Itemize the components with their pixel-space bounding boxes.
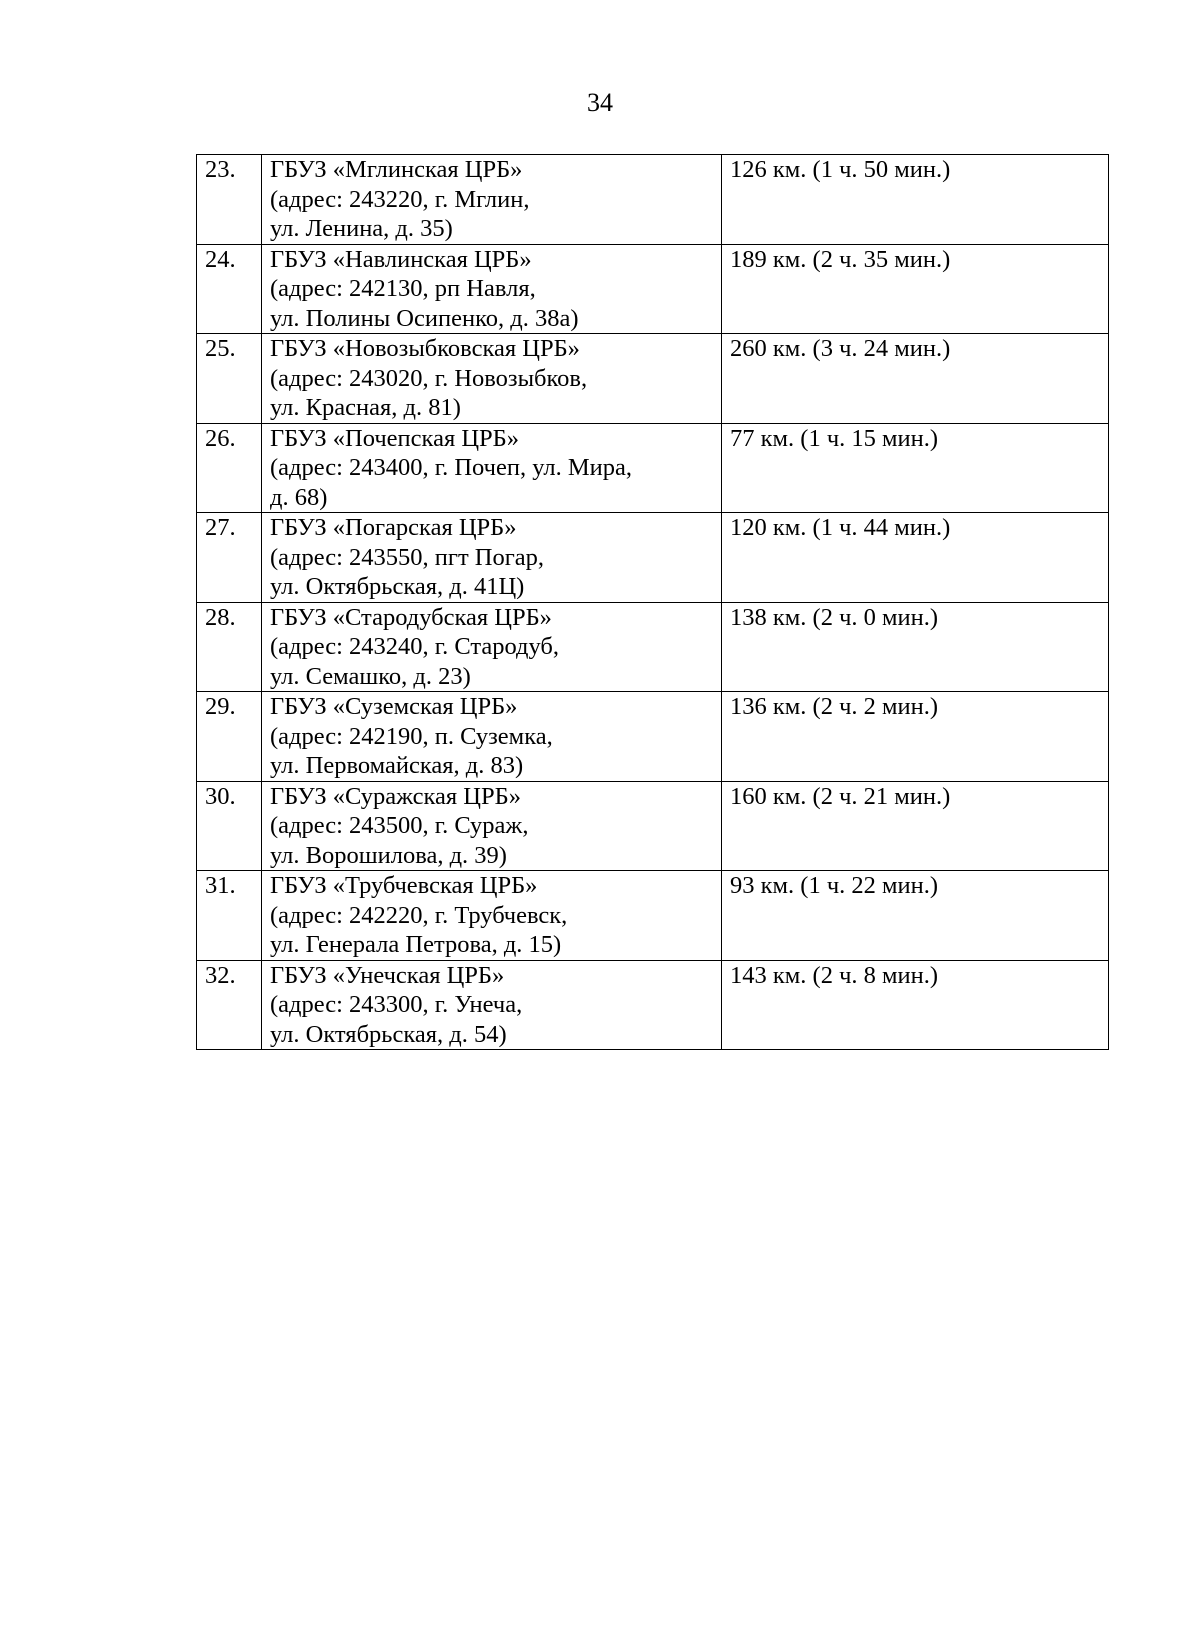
facility-address-line-1: (адрес: 242130, рп Навля, xyxy=(270,275,536,302)
facility-address-line-1: (адрес: 242220, г. Трубчевск, xyxy=(270,901,568,929)
table-row xyxy=(197,871,1109,961)
row-number: 32. xyxy=(197,960,262,1050)
row-number: 31. xyxy=(197,871,262,961)
distance-cell: 93 км. (1 ч. 22 мин.) xyxy=(722,871,1109,961)
distance-cell: 120 км. (1 ч. 44 мин.) xyxy=(722,513,1109,603)
facility-address-line-1: (адрес: 243020, г. Новозыбков, xyxy=(270,364,588,392)
table-row xyxy=(197,334,1109,424)
facility-name: ГБУЗ «Трубчевская ЦРБ» xyxy=(270,872,538,899)
facility-name: ГБУЗ «Стародубская ЦРБ» xyxy=(270,603,552,631)
table-row xyxy=(197,155,1109,245)
table-row xyxy=(197,244,1109,334)
distance-cell: 136 км. (2 ч. 2 мин.) xyxy=(722,692,1109,782)
facility-address-line-1: (адрес: 242190, п. Суземка, xyxy=(270,722,553,750)
row-number: 27. xyxy=(197,513,262,603)
table-body xyxy=(197,155,1109,1050)
facility-name: ГБУЗ «Новозыбковская ЦРБ» xyxy=(270,335,580,362)
facility-name: ГБУЗ «Погарская ЦРБ» xyxy=(270,514,517,541)
facility-name: ГБУЗ «Унечская ЦРБ» xyxy=(270,961,505,989)
facility-address-line-2: ул. Октябрьская, д. 54) xyxy=(270,1020,507,1048)
page-number: 34 xyxy=(587,88,613,117)
facility-cell xyxy=(262,513,722,603)
facility-address-line-1: (адрес: 243240, г. Стародуб, xyxy=(270,633,559,660)
distance-cell: 77 км. (1 ч. 15 мин.) xyxy=(722,423,1109,513)
facility-name: ГБУЗ «Навлинская ЦРБ» xyxy=(270,245,532,273)
row-number: 30. xyxy=(197,781,262,871)
facility-cell xyxy=(262,602,722,692)
facility-name: ГБУЗ «Почепская ЦРБ» xyxy=(270,424,519,452)
facility-cell xyxy=(262,244,722,334)
row-number: 28. xyxy=(197,602,262,692)
facility-table xyxy=(196,154,1109,1050)
facility-address-line-2: ул. Первомайская, д. 83) xyxy=(270,752,524,779)
facility-cell xyxy=(262,781,722,871)
facility-address-line-2: ул. Ворошилова, д. 39) xyxy=(270,841,507,869)
table-row xyxy=(197,960,1109,1050)
facility-address-line-2: ул. Семашко, д. 23) xyxy=(270,662,471,690)
row-number: 25. xyxy=(197,334,262,424)
table-row xyxy=(197,602,1109,692)
facility-address-line-2: ул. Ленина, д. 35) xyxy=(270,215,453,242)
table-row xyxy=(197,513,1109,603)
facility-address-line-2: ул. Полины Осипенко, д. 38а) xyxy=(270,304,579,332)
facility-address-line-2: ул. Генерала Петрова, д. 15) xyxy=(270,931,562,958)
distance-cell: 160 км. (2 ч. 21 мин.) xyxy=(722,781,1109,871)
facility-cell xyxy=(262,334,722,424)
facility-name: ГБУЗ «Мглинская ЦРБ» xyxy=(270,156,523,183)
facility-address-line-1: (адрес: 243500, г. Сураж, xyxy=(270,812,529,839)
facility-address-line-2: ул. Октябрьская, д. 41Ц) xyxy=(270,573,525,600)
table-row xyxy=(197,423,1109,513)
row-number: 24. xyxy=(197,244,262,334)
row-number: 29. xyxy=(197,692,262,782)
distance-cell: 260 км. (3 ч. 24 мин.) xyxy=(722,334,1109,424)
facility-cell xyxy=(262,155,722,245)
facility-cell xyxy=(262,960,722,1050)
distance-cell: 126 км. (1 ч. 50 мин.) xyxy=(722,155,1109,245)
row-number: 26. xyxy=(197,423,262,513)
facility-name: ГБУЗ «Суземская ЦРБ» xyxy=(270,693,518,720)
row-number: 23. xyxy=(197,155,262,245)
distance-cell: 143 км. (2 ч. 8 мин.) xyxy=(722,960,1109,1050)
facility-cell xyxy=(262,423,722,513)
facility-cell xyxy=(262,871,722,961)
facility-address-line-1: (адрес: 243300, г. Унеча, xyxy=(270,991,523,1018)
facility-name: ГБУЗ «Суражская ЦРБ» xyxy=(270,782,521,810)
facility-address-line-1: (адрес: 243550, пгт Погар, xyxy=(270,543,545,571)
facility-cell xyxy=(262,692,722,782)
facility-address-line-1: (адрес: 243220, г. Мглин, xyxy=(270,185,530,213)
facility-address-line-2: д. 68) xyxy=(270,483,328,511)
facility-address-line-1: (адрес: 243400, г. Почеп, ул. Мира, xyxy=(270,454,632,481)
table-row xyxy=(197,692,1109,782)
distance-cell: 189 км. (2 ч. 35 мин.) xyxy=(722,244,1109,334)
facility-address-line-2: ул. Красная, д. 81) xyxy=(270,394,461,421)
table-row xyxy=(197,781,1109,871)
distance-cell: 138 км. (2 ч. 0 мин.) xyxy=(722,602,1109,692)
